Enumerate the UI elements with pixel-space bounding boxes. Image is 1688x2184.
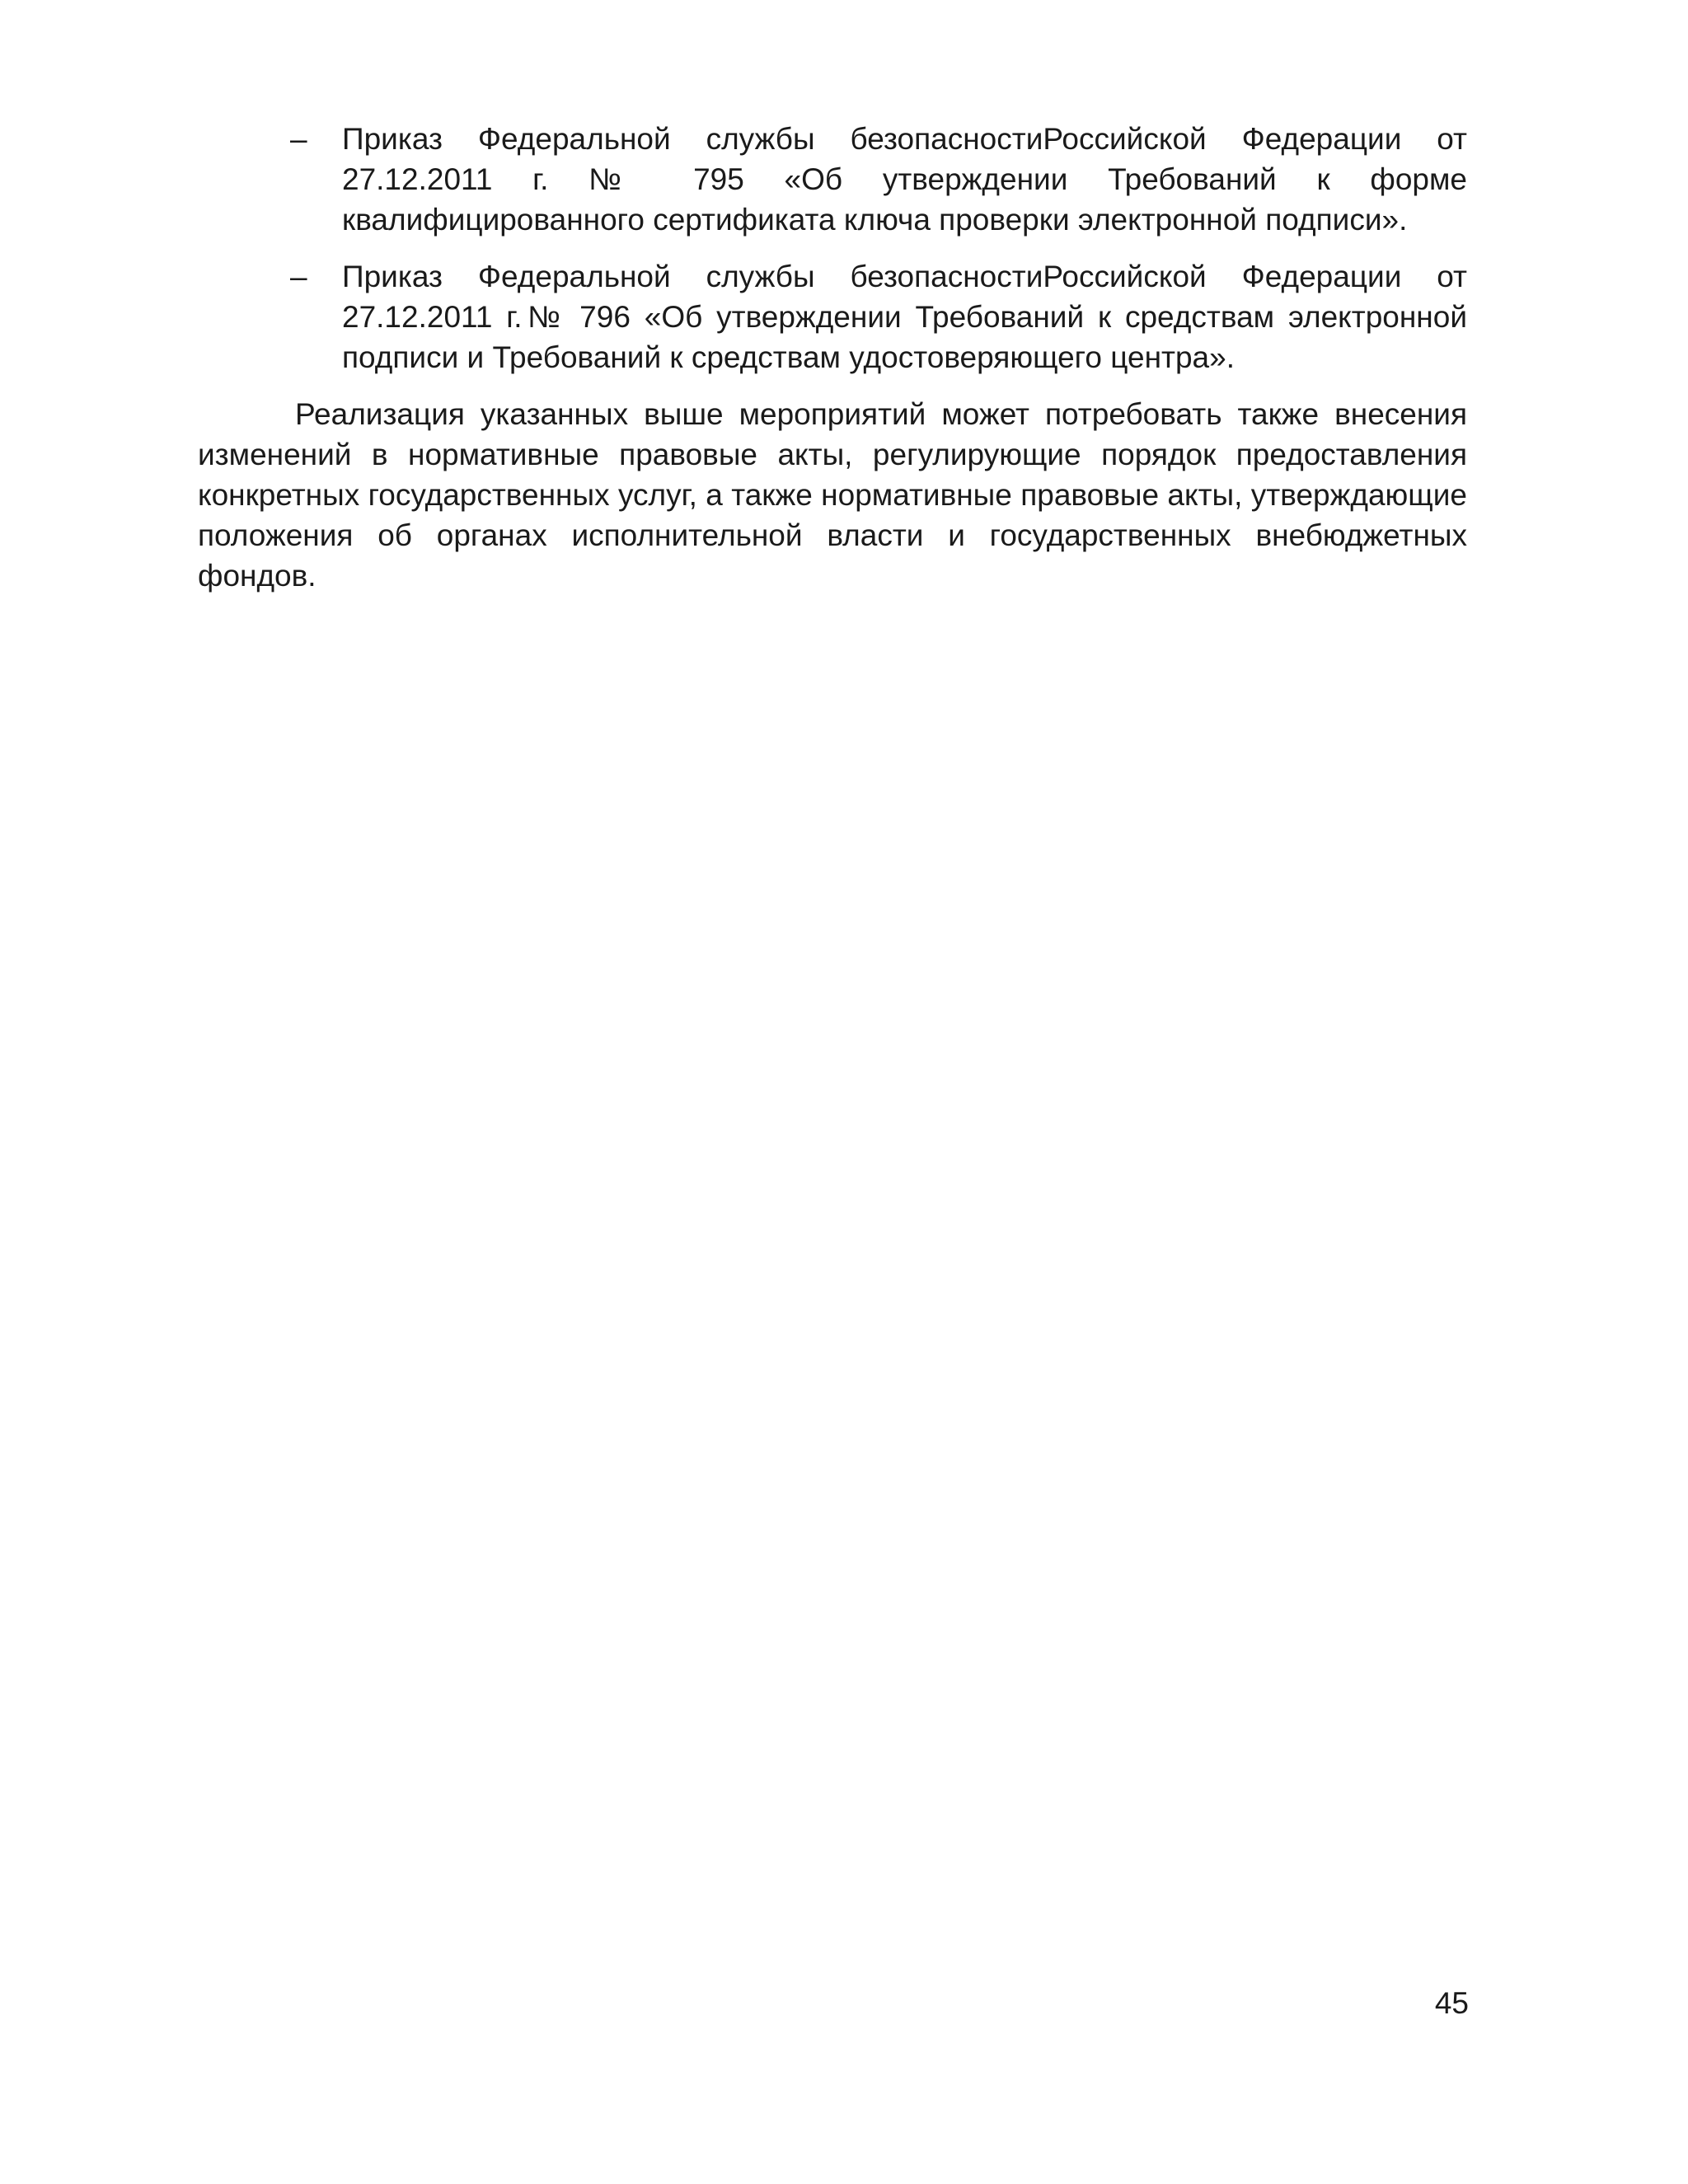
- list-item-text: Приказ Федеральной службы безопасностиРоссийской Федерации от 27.12.2011 г. № 795 «Об утверждении Требований к форме квалифицированного сертификата ключа проверки электронной подписи».: [342, 122, 1467, 237]
- page-content: [198, 119, 1467, 596]
- body-paragraph: Реализация указанных выше мероприятий может потребовать также внесения изменений в нормативные правовые акты, регулирующие порядок предоставления конкретных государственных услуг, а также нормативные правовые акты, утверждающие положения об органах исполнительной власти и государственных внебюджетных фондов.: [198, 397, 1467, 593]
- orders-list: [198, 119, 1467, 377]
- page-number: 45: [1434, 1986, 1469, 2020]
- list-item: [198, 119, 1467, 240]
- list-item-text: Приказ Федеральной службы безопасностиРоссийской Федерации от 27.12.2011 г.№ 796 «Об утверждении Требований к средствам электронной подписи и Требований к средствам удостоверяющего центра».: [342, 260, 1467, 374]
- list-item: [198, 256, 1467, 377]
- dash-bullet: –: [290, 260, 307, 293]
- dash-bullet: –: [290, 122, 307, 156]
